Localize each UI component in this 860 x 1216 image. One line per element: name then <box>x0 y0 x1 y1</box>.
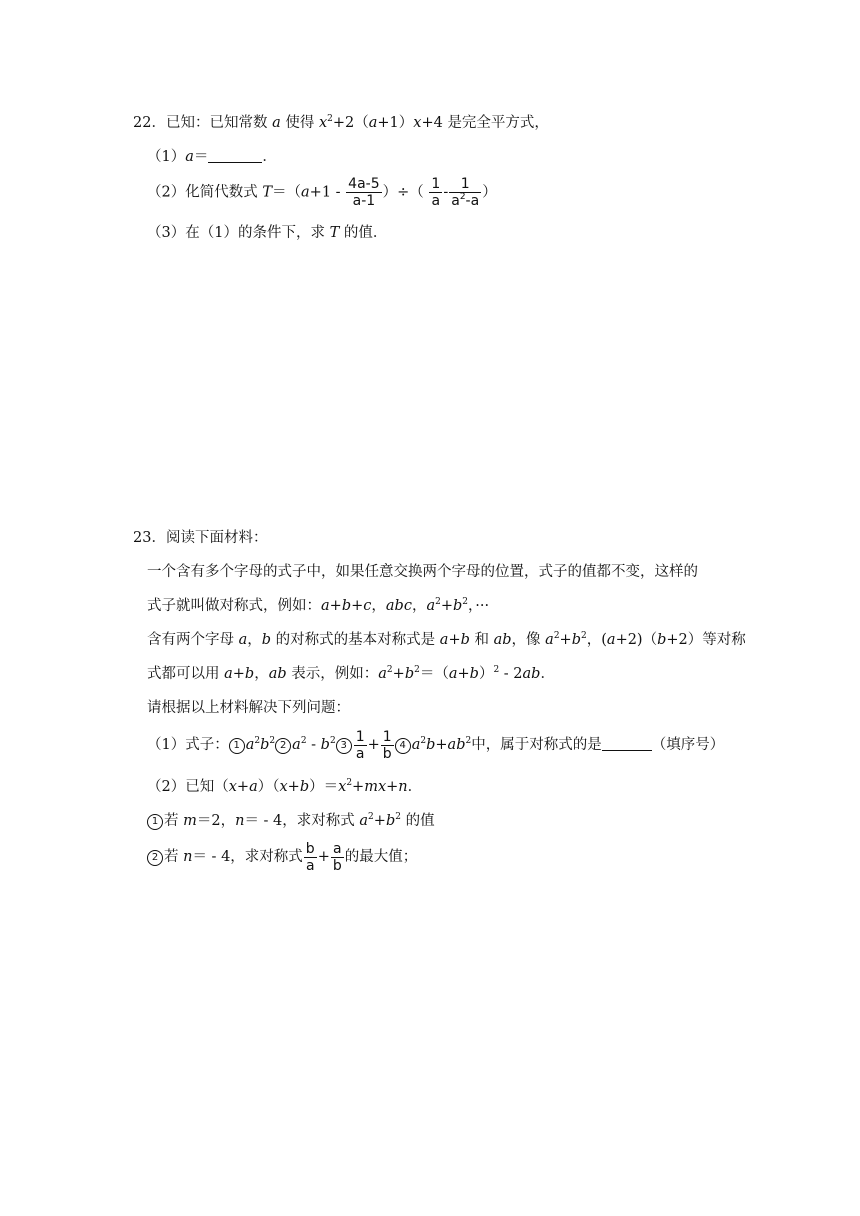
q23-part1: （1）式子： 1 $a^2b^2$ 2 $a^2 - b^2$ 3 $\frac{1}{a}$ + $\frac{1}{b}$ 4 $a^2b+ab^2$中，属于对称式的是 （填序号） <box>147 728 725 762</box>
circled-number-2: 2 <box>275 738 291 754</box>
fraction: $\frac{1}{b}$ <box>382 728 392 762</box>
fraction: $\frac{b}{a}$ <box>305 840 315 874</box>
q23-paragraph: 含有两个字母 a，b 的对称式的基本对称式是 a+b 和 ab，像 $a^2+b^2$，(a+2)（b+2）等对称 <box>147 631 746 648</box>
fraction: $\frac{a}{b}$ <box>332 840 342 874</box>
q23-title: 23．阅读下面材料： <box>133 530 268 546</box>
answer-blank[interactable] <box>208 148 262 163</box>
fraction: $\frac{1}{a^2-a}$ <box>451 176 480 209</box>
q23-instruction: 请根据以上材料解决下列问题： <box>147 700 350 716</box>
q22-stem: 22．已知：已知常数 a 使得 $x^2+2(a+1)x+4$ 是完全平方式， <box>133 114 549 131</box>
q22-part3: （3）在（1）的条件下，求 T 的值． <box>147 225 388 241</box>
q22-part1: （1）a＝ ． <box>147 149 277 165</box>
circled-number-1: 1 <box>229 738 245 754</box>
fraction: $\frac{4a-5}{a-1}$ <box>348 176 380 209</box>
q23-part2: （2）已知$(x+a)(x+b)=x^2+mx+n$． <box>147 778 423 795</box>
fraction: $\frac{1}{a}$ <box>355 728 365 762</box>
circled-number-2: 2 <box>147 850 163 866</box>
q23-sub1: 1 若 m＝2，n＝ - 4，求对称式 $a^2+b^2$ 的值 <box>147 811 435 831</box>
answer-blank[interactable] <box>602 736 652 751</box>
question-number: 23． <box>133 530 166 546</box>
q23-paragraph: 式都可以用 a+b，ab 表示，例如：$a^2+b^2=(a+b)^2 - 2ab$． <box>147 665 555 682</box>
q23-sub2: 2 若 n＝ - 4，求对称式 $\frac{b}{a}$ + $\frac{a}{b}$ 的最大值； <box>147 840 417 874</box>
circled-number-1: 1 <box>147 814 163 830</box>
circled-number-3: 3 <box>336 738 352 754</box>
circled-number-4: 4 <box>395 738 411 754</box>
fraction: $\frac{1}{a}$ <box>431 176 441 209</box>
q22-part2: （2）化简代数式 T＝（a+1 - $\frac{4a-5}{a-1}$ ）÷（ $\frac{1}{a}$ - $\frac{1}{a^2-a}$ ） <box>147 176 497 209</box>
q23-paragraph: 式子就叫做对称式，例如：a+b+c，abc，$a^2+b^2$，··· <box>147 597 490 614</box>
question-number: 22． <box>133 115 166 131</box>
q23-paragraph: 一个含有多个字母的式子中，如果任意交换两个字母的位置，式子的值都不变，这样的 <box>147 564 698 580</box>
